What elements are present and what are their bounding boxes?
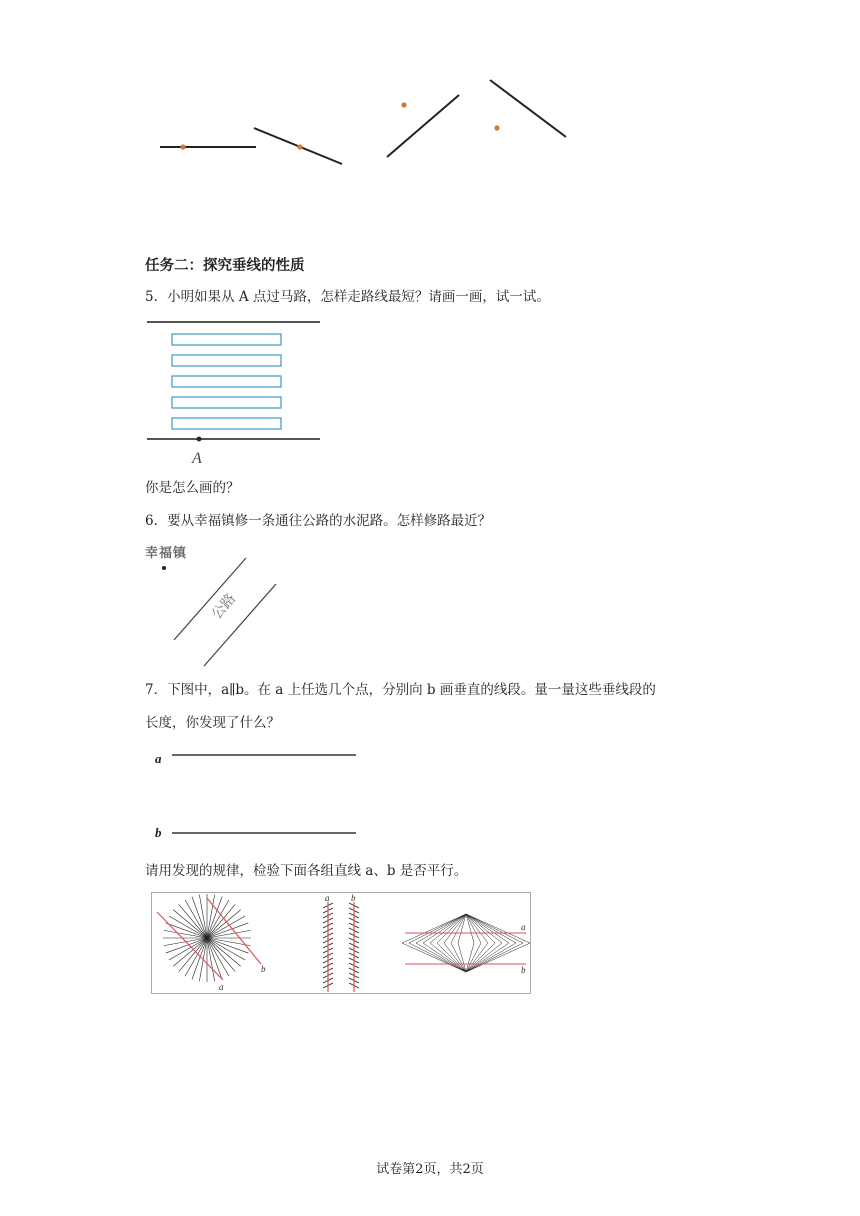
- point-on-segment-2: [297, 144, 302, 149]
- point-a-label: A: [192, 450, 202, 467]
- figure-border: [152, 893, 531, 994]
- point-on-segment-1: [180, 144, 185, 149]
- fig3-label-b: b: [521, 965, 526, 975]
- page-footer: 试卷第2页，共2页: [376, 1162, 484, 1177]
- segment-4: [490, 80, 566, 137]
- fig1-label-b: b: [261, 964, 266, 974]
- segment-3: [387, 95, 459, 157]
- crosswalk-stripe: [172, 355, 281, 366]
- fig2-label-b: b: [351, 893, 356, 903]
- q6-text: 6．要从幸福镇修一条通往公路的水泥路。怎样修路最近？: [145, 513, 492, 529]
- q7-instruction: 请用发现的规律，检验下面各组直线 a、b 是否平行。: [145, 863, 468, 879]
- line-b-label: b: [155, 825, 162, 840]
- q7-text-line1: 7．下图中，a∥b。在 a 上任选几个点，分别向 b 画垂直的线段。量一量这些垂线段的: [145, 682, 656, 698]
- fig1-label-a: a: [219, 982, 224, 992]
- crosswalk-stripe: [172, 397, 281, 408]
- crosswalk-stripe: [172, 334, 281, 345]
- point-near-segment-3: [401, 102, 406, 107]
- parallel-lines-figure: [0, 740, 860, 850]
- fig2-label-a: a: [325, 893, 330, 903]
- crosswalk-stripe: [172, 418, 281, 429]
- road-label: 公路: [208, 590, 240, 623]
- point-near-segment-4: [494, 125, 499, 130]
- illusion-figures: [151, 892, 531, 995]
- point-a: [197, 437, 202, 442]
- crosswalk-figure: [0, 310, 860, 490]
- q7-text-line2: 长度，你发现了什么？: [145, 715, 280, 731]
- road-edge-right: [204, 584, 276, 666]
- q5-text: 5．小明如果从 A 点过马路，怎样走路线最短？请画一画，试一试。: [145, 289, 550, 305]
- q5-followup: 你是怎么画的？: [145, 480, 240, 496]
- town-point: [162, 566, 166, 570]
- crosswalk-stripe: [172, 376, 281, 387]
- town-label: 幸福镇: [145, 546, 188, 561]
- task2-heading: 任务二：探究垂线的性质: [145, 258, 305, 274]
- fig3-label-a: a: [521, 922, 526, 932]
- line-a-label: a: [155, 751, 162, 766]
- top-segments-figure: [0, 0, 860, 200]
- road-figure: [0, 550, 860, 690]
